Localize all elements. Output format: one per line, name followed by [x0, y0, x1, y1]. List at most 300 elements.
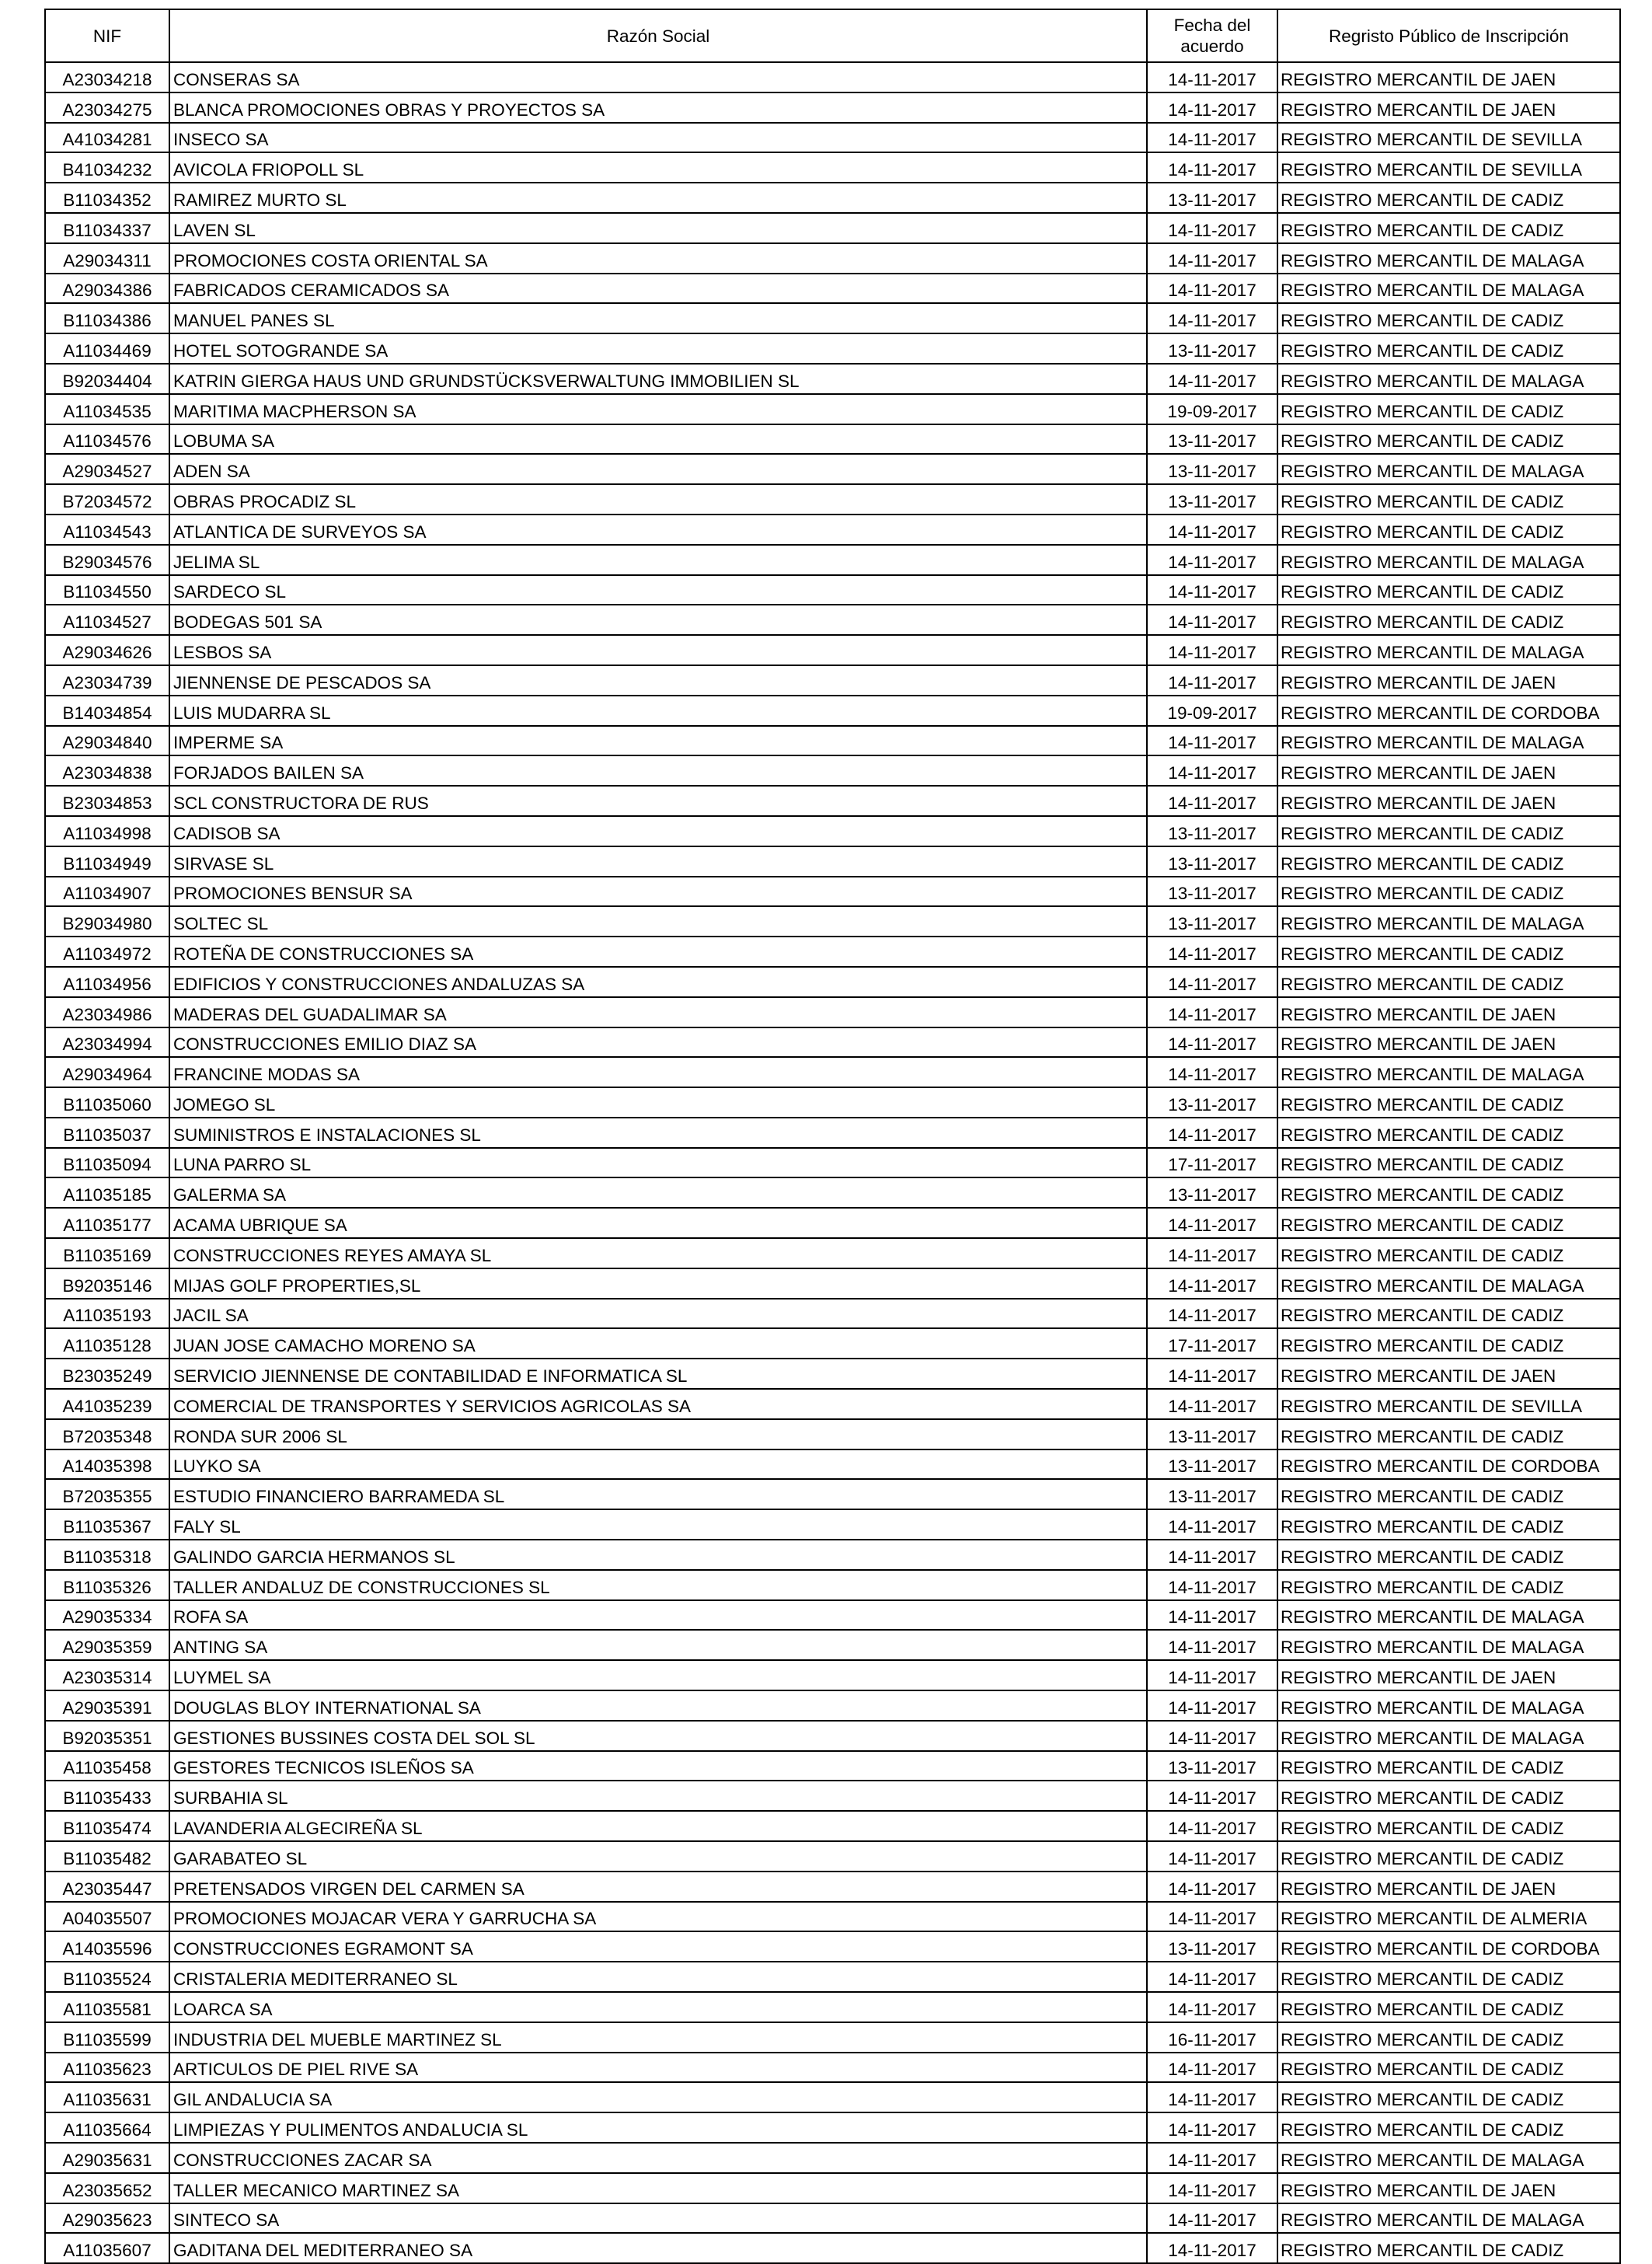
table-row: [45, 424, 1620, 455]
fecha-cell: 13-11-2017: [1147, 454, 1277, 484]
registro-cell: REGISTRO MERCANTIL DE MALAGA: [1277, 545, 1620, 575]
nif-cell: A11034527: [45, 605, 169, 635]
nif-cell: A29035334: [45, 1600, 169, 1631]
nif-cell: B11035169: [45, 1238, 169, 1268]
table-row: [45, 1841, 1620, 1872]
nif-cell: A04035507: [45, 1902, 169, 1932]
nif-cell: B11035524: [45, 1962, 169, 1992]
fecha-cell: 14-11-2017: [1147, 274, 1277, 304]
table-row: [45, 1299, 1620, 1329]
nif-cell: A11034998: [45, 816, 169, 846]
razon-social-cell: ANTING SA: [169, 1630, 1147, 1660]
table-row: [45, 515, 1620, 545]
razon-social-cell: ARTICULOS DE PIEL RIVE SA: [169, 2053, 1147, 2083]
nif-cell: A29034964: [45, 1057, 169, 1087]
table-row: [45, 1208, 1620, 1238]
registro-cell: REGISTRO MERCANTIL DE CADIZ: [1277, 1841, 1620, 1872]
header-nif: NIF: [45, 9, 169, 62]
fecha-cell: 14-11-2017: [1147, 755, 1277, 786]
nif-cell: B29034980: [45, 906, 169, 937]
registro-cell: REGISTRO MERCANTIL DE CADIZ: [1277, 1992, 1620, 2022]
nif-cell: A29035391: [45, 1690, 169, 1721]
nif-cell: B11035037: [45, 1118, 169, 1148]
fecha-cell: 13-11-2017: [1147, 484, 1277, 515]
fecha-cell: 14-11-2017: [1147, 2082, 1277, 2112]
table-row: [45, 605, 1620, 635]
nif-cell: A23035447: [45, 1872, 169, 1902]
razon-social-cell: SIRVASE SL: [169, 846, 1147, 877]
registro-cell: REGISTRO MERCANTIL DE MALAGA: [1277, 726, 1620, 756]
table-row: [45, 967, 1620, 997]
header-registro: Regristo Público de Inscripción: [1277, 9, 1620, 62]
fecha-cell: 14-11-2017: [1147, 1781, 1277, 1811]
fecha-cell: 14-11-2017: [1147, 1540, 1277, 1570]
razon-social-cell: DOUGLAS BLOY INTERNATIONAL SA: [169, 1690, 1147, 1721]
nif-cell: B23035249: [45, 1359, 169, 1389]
fecha-cell: 14-11-2017: [1147, 2143, 1277, 2173]
nif-cell: A11035631: [45, 2082, 169, 2112]
registro-cell: REGISTRO MERCANTIL DE JAEN: [1277, 92, 1620, 123]
razon-social-cell: JOMEGO SL: [169, 1087, 1147, 1118]
fecha-cell: 14-11-2017: [1147, 1389, 1277, 1419]
nif-cell: B11035318: [45, 1540, 169, 1570]
table-row: [45, 1751, 1620, 1781]
registro-cell: REGISTRO MERCANTIL DE CADIZ: [1277, 484, 1620, 515]
fecha-cell: 14-11-2017: [1147, 1841, 1277, 1872]
registro-cell: REGISTRO MERCANTIL DE MALAGA: [1277, 906, 1620, 937]
table-row: [45, 394, 1620, 424]
razon-social-cell: FALY SL: [169, 1509, 1147, 1540]
fecha-cell: 14-11-2017: [1147, 1992, 1277, 2022]
razon-social-cell: INDUSTRIA DEL MUEBLE MARTINEZ SL: [169, 2022, 1147, 2053]
nif-cell: A29034311: [45, 243, 169, 274]
registro-cell: REGISTRO MERCANTIL DE CADIZ: [1277, 1419, 1620, 1449]
registro-cell: REGISTRO MERCANTIL DE JAEN: [1277, 1027, 1620, 1058]
table-row: [45, 1872, 1620, 1902]
fecha-cell: 14-11-2017: [1147, 997, 1277, 1027]
nif-cell: B29034576: [45, 545, 169, 575]
razon-social-cell: LOBUMA SA: [169, 424, 1147, 455]
registro-cell: REGISTRO MERCANTIL DE MALAGA: [1277, 454, 1620, 484]
nif-cell: A11034972: [45, 937, 169, 967]
fecha-cell: 13-11-2017: [1147, 1449, 1277, 1480]
table-row: [45, 213, 1620, 243]
razon-social-cell: INSECO SA: [169, 123, 1147, 153]
table-row: [45, 997, 1620, 1027]
table-row: [45, 333, 1620, 364]
fecha-cell: 14-11-2017: [1147, 1690, 1277, 1721]
nif-cell: A23034838: [45, 755, 169, 786]
table-row: [45, 2233, 1620, 2263]
nif-cell: A11035185: [45, 1177, 169, 1208]
registro-cell: REGISTRO MERCANTIL DE CADIZ: [1277, 937, 1620, 967]
razon-social-cell: COMERCIAL DE TRANSPORTES Y SERVICIOS AGRICOLAS SA: [169, 1389, 1147, 1419]
fecha-cell: 19-09-2017: [1147, 394, 1277, 424]
registro-cell: REGISTRO MERCANTIL DE MALAGA: [1277, 2203, 1620, 2234]
razon-social-cell: PROMOCIONES COSTA ORIENTAL SA: [169, 243, 1147, 274]
nif-cell: A11034543: [45, 515, 169, 545]
razon-social-cell: ATLANTICA DE SURVEYOS SA: [169, 515, 1147, 545]
table-row: [45, 1721, 1620, 1751]
registro-cell: REGISTRO MERCANTIL DE CADIZ: [1277, 1238, 1620, 1268]
fecha-cell: 14-11-2017: [1147, 1118, 1277, 1148]
table-row: [45, 364, 1620, 394]
fecha-cell: 13-11-2017: [1147, 816, 1277, 846]
razon-social-cell: FORJADOS BAILEN SA: [169, 755, 1147, 786]
razon-social-cell: PROMOCIONES BENSUR SA: [169, 877, 1147, 907]
nif-cell: B92035351: [45, 1721, 169, 1751]
fecha-cell: 14-11-2017: [1147, 1811, 1277, 1841]
table-row: [45, 2112, 1620, 2143]
fecha-cell: 14-11-2017: [1147, 2203, 1277, 2234]
fecha-cell: 14-11-2017: [1147, 1359, 1277, 1389]
table-row: [45, 575, 1620, 605]
nif-cell: B11035482: [45, 1841, 169, 1872]
razon-social-cell: EDIFICIOS Y CONSTRUCCIONES ANDALUZAS SA: [169, 967, 1147, 997]
razon-social-cell: CONSTRUCCIONES EMILIO DIAZ SA: [169, 1027, 1147, 1058]
razon-social-cell: KATRIN GIERGA HAUS UND GRUNDSTÜCKSVERWALTUNG IMMOBILIEN SL: [169, 364, 1147, 394]
table-row: [45, 635, 1620, 665]
registro-cell: REGISTRO MERCANTIL DE MALAGA: [1277, 1600, 1620, 1631]
companies-table: [44, 9, 1621, 2264]
fecha-cell: 14-11-2017: [1147, 1057, 1277, 1087]
nif-cell: B11035433: [45, 1781, 169, 1811]
fecha-cell: 14-11-2017: [1147, 364, 1277, 394]
registro-cell: REGISTRO MERCANTIL DE CADIZ: [1277, 1570, 1620, 1600]
razon-social-cell: GARABATEO SL: [169, 1841, 1147, 1872]
registro-cell: REGISTRO MERCANTIL DE CADIZ: [1277, 1299, 1620, 1329]
registro-cell: REGISTRO MERCANTIL DE CADIZ: [1277, 2112, 1620, 2143]
razon-social-cell: LUYMEL SA: [169, 1660, 1147, 1690]
nif-cell: B11035367: [45, 1509, 169, 1540]
table-row: [45, 1570, 1620, 1600]
razon-social-cell: LUNA PARRO SL: [169, 1148, 1147, 1178]
nif-cell: A11035458: [45, 1751, 169, 1781]
registro-cell: REGISTRO MERCANTIL DE JAEN: [1277, 786, 1620, 816]
table-row: [45, 755, 1620, 786]
table-row: [45, 846, 1620, 877]
nif-cell: A23035314: [45, 1660, 169, 1690]
fecha-cell: 17-11-2017: [1147, 1328, 1277, 1359]
registro-cell: REGISTRO MERCANTIL DE MALAGA: [1277, 2143, 1620, 2173]
nif-cell: A11034535: [45, 394, 169, 424]
nif-cell: A23034986: [45, 997, 169, 1027]
razon-social-cell: ADEN SA: [169, 454, 1147, 484]
table-row: [45, 1781, 1620, 1811]
table-row: [45, 123, 1620, 153]
table-row: [45, 1540, 1620, 1570]
razon-social-cell: GALINDO GARCIA HERMANOS SL: [169, 1540, 1147, 1570]
table-row: [45, 1931, 1620, 1962]
header-fecha-acuerdo: [1147, 9, 1277, 62]
fecha-cell: 14-11-2017: [1147, 1299, 1277, 1329]
header-row: [45, 9, 1620, 62]
razon-social-cell: HOTEL SOTOGRANDE SA: [169, 333, 1147, 364]
razon-social-cell: SERVICIO JIENNENSE DE CONTABILIDAD E INFORMATICA SL: [169, 1359, 1147, 1389]
razon-social-cell: LUIS MUDARRA SL: [169, 696, 1147, 726]
razon-social-cell: CRISTALERIA MEDITERRANEO SL: [169, 1962, 1147, 1992]
registro-cell: REGISTRO MERCANTIL DE CADIZ: [1277, 967, 1620, 997]
registro-cell: REGISTRO MERCANTIL DE CADIZ: [1277, 1509, 1620, 1540]
table-row: [45, 2082, 1620, 2112]
razon-social-cell: RONDA SUR 2006 SL: [169, 1419, 1147, 1449]
table-row: [45, 183, 1620, 213]
registro-cell: REGISTRO MERCANTIL DE CORDOBA: [1277, 1449, 1620, 1480]
nif-cell: A14035398: [45, 1449, 169, 1480]
nif-cell: A11035623: [45, 2053, 169, 2083]
nif-cell: B11034386: [45, 303, 169, 333]
registro-cell: REGISTRO MERCANTIL DE SEVILLA: [1277, 152, 1620, 183]
fecha-cell: 14-11-2017: [1147, 1268, 1277, 1299]
fecha-cell: 13-11-2017: [1147, 906, 1277, 937]
table-row: [45, 816, 1620, 846]
razon-social-cell: GALERMA SA: [169, 1177, 1147, 1208]
registro-cell: REGISTRO MERCANTIL DE CADIZ: [1277, 1328, 1620, 1359]
registro-cell: REGISTRO MERCANTIL DE CADIZ: [1277, 877, 1620, 907]
table-row: [45, 545, 1620, 575]
nif-cell: A29035623: [45, 2203, 169, 2234]
nif-cell: A29034840: [45, 726, 169, 756]
registro-cell: REGISTRO MERCANTIL DE JAEN: [1277, 2173, 1620, 2203]
nif-cell: A29035631: [45, 2143, 169, 2173]
fecha-cell: 14-11-2017: [1147, 1600, 1277, 1631]
fecha-cell: 13-11-2017: [1147, 1479, 1277, 1509]
nif-cell: A23034994: [45, 1027, 169, 1058]
nif-cell: A29035359: [45, 1630, 169, 1660]
razon-social-cell: GIL ANDALUCIA SA: [169, 2082, 1147, 2112]
nif-cell: B11035326: [45, 1570, 169, 1600]
registro-cell: REGISTRO MERCANTIL DE CADIZ: [1277, 2082, 1620, 2112]
fecha-cell: 13-11-2017: [1147, 1931, 1277, 1962]
table-row: [45, 274, 1620, 304]
table-row: [45, 1811, 1620, 1841]
table-row: [45, 152, 1620, 183]
nif-cell: B11035599: [45, 2022, 169, 2053]
razon-social-cell: ROFA SA: [169, 1600, 1147, 1631]
fecha-cell: 14-11-2017: [1147, 786, 1277, 816]
razon-social-cell: JELIMA SL: [169, 545, 1147, 575]
nif-cell: A23034275: [45, 92, 169, 123]
fecha-cell: 14-11-2017: [1147, 515, 1277, 545]
fecha-cell: 13-11-2017: [1147, 1177, 1277, 1208]
table-row: [45, 62, 1620, 92]
razon-social-cell: CONSERAS SA: [169, 62, 1147, 92]
table-row: [45, 1992, 1620, 2022]
registro-cell: REGISTRO MERCANTIL DE CADIZ: [1277, 303, 1620, 333]
fecha-cell: 14-11-2017: [1147, 1962, 1277, 1992]
nif-cell: A11035177: [45, 1208, 169, 1238]
nif-cell: B11034550: [45, 575, 169, 605]
razon-social-cell: IMPERME SA: [169, 726, 1147, 756]
fecha-cell: 13-11-2017: [1147, 1751, 1277, 1781]
registro-cell: REGISTRO MERCANTIL DE MALAGA: [1277, 364, 1620, 394]
nif-cell: B23034853: [45, 786, 169, 816]
nif-cell: A41034281: [45, 123, 169, 153]
registro-cell: REGISTRO MERCANTIL DE SEVILLA: [1277, 1389, 1620, 1419]
registro-cell: REGISTRO MERCANTIL DE CADIZ: [1277, 1208, 1620, 1238]
table-row: [45, 1902, 1620, 1932]
razon-social-cell: TALLER ANDALUZ DE CONSTRUCCIONES SL: [169, 1570, 1147, 1600]
nif-cell: A11034907: [45, 877, 169, 907]
registro-cell: REGISTRO MERCANTIL DE MALAGA: [1277, 274, 1620, 304]
registro-cell: REGISTRO MERCANTIL DE JAEN: [1277, 1359, 1620, 1389]
fecha-cell: 14-11-2017: [1147, 605, 1277, 635]
nif-cell: B41034232: [45, 152, 169, 183]
table-row: [45, 1087, 1620, 1118]
table-row: [45, 1630, 1620, 1660]
nif-cell: A29034527: [45, 454, 169, 484]
table-row: [45, 1660, 1620, 1690]
fecha-cell: 14-11-2017: [1147, 1570, 1277, 1600]
nif-cell: A29034386: [45, 274, 169, 304]
table-row: [45, 1268, 1620, 1299]
nif-cell: A11034956: [45, 967, 169, 997]
fecha-cell: 13-11-2017: [1147, 877, 1277, 907]
razon-social-cell: GADITANA DEL MEDITERRANEO SA: [169, 2233, 1147, 2263]
table-row: [45, 696, 1620, 726]
registro-cell: REGISTRO MERCANTIL DE CADIZ: [1277, 1751, 1620, 1781]
fecha-cell: 14-11-2017: [1147, 2112, 1277, 2143]
header-fecha-line1: Fecha del: [1173, 16, 1251, 35]
fecha-cell: 16-11-2017: [1147, 2022, 1277, 2053]
nif-cell: B11034949: [45, 846, 169, 877]
fecha-cell: 14-11-2017: [1147, 545, 1277, 575]
table-row: [45, 2173, 1620, 2203]
table-row: [45, 1359, 1620, 1389]
table-row: [45, 1509, 1620, 1540]
registro-cell: REGISTRO MERCANTIL DE CADIZ: [1277, 2022, 1620, 2053]
fecha-cell: 14-11-2017: [1147, 1509, 1277, 1540]
razon-social-cell: GESTIONES BUSSINES COSTA DEL SOL SL: [169, 1721, 1147, 1751]
razon-social-cell: JACIL SA: [169, 1299, 1147, 1329]
registro-cell: REGISTRO MERCANTIL DE CADIZ: [1277, 575, 1620, 605]
nif-cell: B92035146: [45, 1268, 169, 1299]
razon-social-cell: SUMINISTROS E INSTALACIONES SL: [169, 1118, 1147, 1148]
registro-cell: REGISTRO MERCANTIL DE CADIZ: [1277, 1962, 1620, 1992]
nif-cell: A23034218: [45, 62, 169, 92]
header-razon-social: Razón Social: [169, 9, 1147, 62]
fecha-cell: 14-11-2017: [1147, 1721, 1277, 1751]
fecha-cell: 14-11-2017: [1147, 213, 1277, 243]
registro-cell: REGISTRO MERCANTIL DE CADIZ: [1277, 1811, 1620, 1841]
nif-cell: A11035664: [45, 2112, 169, 2143]
razon-social-cell: LUYKO SA: [169, 1449, 1147, 1480]
registro-cell: REGISTRO MERCANTIL DE MALAGA: [1277, 1721, 1620, 1751]
table-row: [45, 92, 1620, 123]
razon-social-cell: BODEGAS 501 SA: [169, 605, 1147, 635]
table-row: [45, 1449, 1620, 1480]
table-row: [45, 1600, 1620, 1631]
table-row: [45, 1118, 1620, 1148]
fecha-cell: 14-11-2017: [1147, 665, 1277, 696]
fecha-cell: 14-11-2017: [1147, 1630, 1277, 1660]
nif-cell: A11035607: [45, 2233, 169, 2263]
fecha-cell: 14-11-2017: [1147, 2053, 1277, 2083]
nif-cell: B11034352: [45, 183, 169, 213]
razon-social-cell: LOARCA SA: [169, 1992, 1147, 2022]
table-row: [45, 1238, 1620, 1268]
nif-cell: A11035193: [45, 1299, 169, 1329]
table-row: [45, 937, 1620, 967]
registro-cell: REGISTRO MERCANTIL DE MALAGA: [1277, 1690, 1620, 1721]
fecha-cell: 14-11-2017: [1147, 1027, 1277, 1058]
razon-social-cell: TALLER MECANICO MARTINEZ SA: [169, 2173, 1147, 2203]
table-row: [45, 786, 1620, 816]
registro-cell: REGISTRO MERCANTIL DE CADIZ: [1277, 183, 1620, 213]
table-row: [45, 1690, 1620, 1721]
table-row: [45, 1057, 1620, 1087]
nif-cell: A14035596: [45, 1931, 169, 1962]
registro-cell: REGISTRO MERCANTIL DE CADIZ: [1277, 213, 1620, 243]
nif-cell: B72034572: [45, 484, 169, 515]
fecha-cell: 14-11-2017: [1147, 1208, 1277, 1238]
fecha-cell: 14-11-2017: [1147, 1902, 1277, 1932]
nif-cell: B14034854: [45, 696, 169, 726]
fecha-cell: 14-11-2017: [1147, 967, 1277, 997]
fecha-cell: 14-11-2017: [1147, 1660, 1277, 1690]
registro-cell: REGISTRO MERCANTIL DE CADIZ: [1277, 394, 1620, 424]
razon-social-cell: JIENNENSE DE PESCADOS SA: [169, 665, 1147, 696]
razon-social-cell: ROTEÑA DE CONSTRUCCIONES SA: [169, 937, 1147, 967]
fecha-cell: 17-11-2017: [1147, 1148, 1277, 1178]
registro-cell: REGISTRO MERCANTIL DE MALAGA: [1277, 1268, 1620, 1299]
table-row: [45, 726, 1620, 756]
table-row: [45, 1479, 1620, 1509]
registro-cell: REGISTRO MERCANTIL DE JAEN: [1277, 755, 1620, 786]
registro-cell: REGISTRO MERCANTIL DE CADIZ: [1277, 846, 1620, 877]
registro-cell: REGISTRO MERCANTIL DE CADIZ: [1277, 333, 1620, 364]
fecha-cell: 13-11-2017: [1147, 1419, 1277, 1449]
registro-cell: REGISTRO MERCANTIL DE CORDOBA: [1277, 696, 1620, 726]
razon-social-cell: CADISOB SA: [169, 816, 1147, 846]
registro-cell: REGISTRO MERCANTIL DE CADIZ: [1277, 1540, 1620, 1570]
razon-social-cell: LESBOS SA: [169, 635, 1147, 665]
razon-social-cell: RAMIREZ MURTO SL: [169, 183, 1147, 213]
table-row: [45, 2053, 1620, 2083]
registro-cell: REGISTRO MERCANTIL DE CADIZ: [1277, 1781, 1620, 1811]
table-row: [45, 303, 1620, 333]
table-row: [45, 1148, 1620, 1178]
fecha-cell: 13-11-2017: [1147, 1087, 1277, 1118]
razon-social-cell: MANUEL PANES SL: [169, 303, 1147, 333]
razon-social-cell: SARDECO SL: [169, 575, 1147, 605]
razon-social-cell: JUAN JOSE CAMACHO MORENO SA: [169, 1328, 1147, 1359]
fecha-cell: 13-11-2017: [1147, 333, 1277, 364]
fecha-cell: 14-11-2017: [1147, 635, 1277, 665]
nif-cell: B11035474: [45, 1811, 169, 1841]
razon-social-cell: ACAMA UBRIQUE SA: [169, 1208, 1147, 1238]
razon-social-cell: CONSTRUCCIONES REYES AMAYA SL: [169, 1238, 1147, 1268]
razon-social-cell: SOLTEC SL: [169, 906, 1147, 937]
nif-cell: A23035652: [45, 2173, 169, 2203]
fecha-cell: 14-11-2017: [1147, 1238, 1277, 1268]
table-row: [45, 1177, 1620, 1208]
fecha-cell: 14-11-2017: [1147, 726, 1277, 756]
registro-cell: REGISTRO MERCANTIL DE CADIZ: [1277, 2233, 1620, 2263]
table-row: [45, 454, 1620, 484]
fecha-cell: 14-11-2017: [1147, 575, 1277, 605]
razon-social-cell: PROMOCIONES MOJACAR VERA Y GARRUCHA SA: [169, 1902, 1147, 1932]
registro-cell: REGISTRO MERCANTIL DE CADIZ: [1277, 2053, 1620, 2083]
registro-cell: REGISTRO MERCANTIL DE JAEN: [1277, 1872, 1620, 1902]
fecha-cell: 14-11-2017: [1147, 1872, 1277, 1902]
razon-social-cell: FABRICADOS CERAMICADOS SA: [169, 274, 1147, 304]
registro-cell: REGISTRO MERCANTIL DE CADIZ: [1277, 1087, 1620, 1118]
razon-social-cell: FRANCINE MODAS SA: [169, 1057, 1147, 1087]
razon-social-cell: SINTECO SA: [169, 2203, 1147, 2234]
fecha-cell: 14-11-2017: [1147, 2173, 1277, 2203]
registro-cell: REGISTRO MERCANTIL DE CADIZ: [1277, 605, 1620, 635]
